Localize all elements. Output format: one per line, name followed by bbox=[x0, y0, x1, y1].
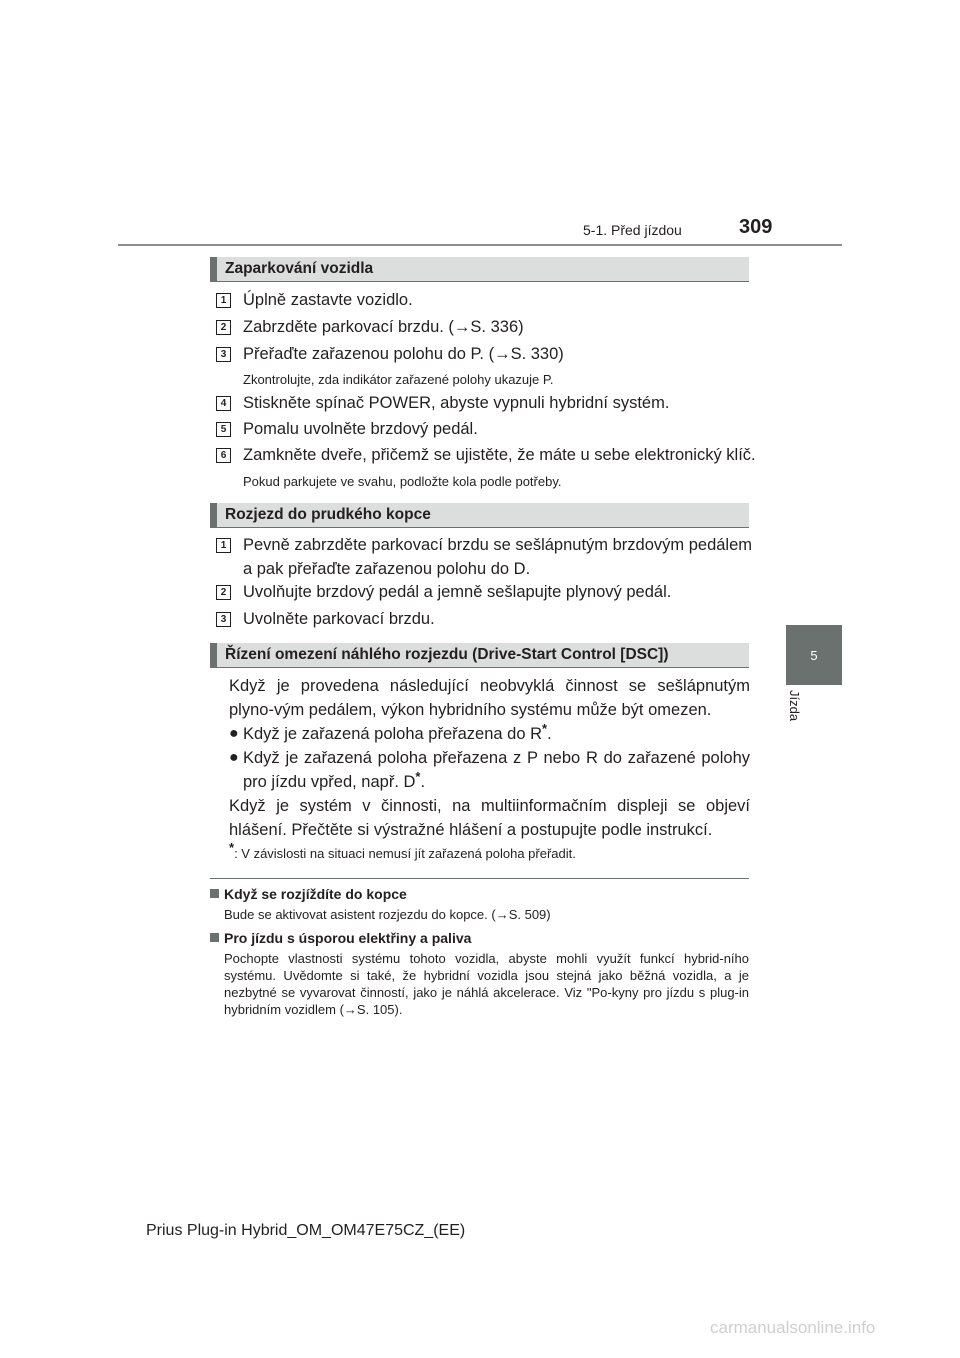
step-text: Pomalu uvolněte brzdový pedál. bbox=[243, 420, 478, 438]
header-rule bbox=[118, 244, 842, 246]
step-text: Uvolňujte brzdový pedál a jemně sešlapujte plynový pedál. bbox=[243, 583, 672, 601]
dsc-after-paragraph: Když je systém v činnosti, na multiinformačním displeji se objeví hlášení. Přečtěte si výstražné hlášení a postupujte podle instrukcí. bbox=[229, 797, 750, 839]
bullet-text: Když je zařazená poloha přeřazena z P nebo R do zařazené polohy pro jízdu vpřed, např. D bbox=[243, 749, 750, 791]
dsc-bullet: ● Když je zařazená poloha přeřazena do R*. bbox=[229, 722, 750, 746]
dsc-bullet: ● Když je zařazená poloha přeřazena z P nebo R do zařazené polohy pro jízdu vpřed, např. D*. bbox=[229, 746, 750, 794]
step-number: 4 bbox=[216, 396, 231, 411]
note-title: Pro jízdu s úsporou elektřiny a paliva bbox=[224, 930, 472, 946]
chapter-label-container bbox=[780, 690, 810, 750]
section-heading-dsc bbox=[210, 643, 749, 668]
section-title: Rozjezd do prudkého kopce bbox=[225, 506, 431, 523]
section-heading-parking bbox=[210, 257, 749, 282]
dsc-intro-paragraph: Když je provedena následující neobvyklá činnost se sešlápnutým plyno-vým pedálem, výkon hybridního systému může být omezen. bbox=[229, 677, 750, 719]
step-text-continued: a pak přeřaďte zařazenou polohu do D. bbox=[243, 560, 531, 578]
bullet-dot-icon: ● bbox=[229, 725, 239, 742]
step-text: Zamkněte dveře, přičemž se ujistěte, že máte u sebe elektronický klíč. bbox=[243, 446, 756, 464]
running-header-section: 5-1. Před jízdou bbox=[583, 222, 682, 238]
step-note: Zkontrolujte, zda indikátor zařazené polohy ukazuje P. bbox=[243, 372, 554, 387]
footnote-text: : V závislosti na situaci nemusí jít zařazená poloha přeřadit. bbox=[234, 846, 576, 861]
step-number: 1 bbox=[216, 538, 231, 553]
notes-divider bbox=[210, 878, 749, 879]
asterisk: * bbox=[415, 769, 421, 784]
dsc-footnote bbox=[229, 840, 576, 861]
chapter-label: Jízda bbox=[787, 690, 802, 722]
note-title: Když se rozjíždíte do kopce bbox=[224, 886, 407, 902]
square-bullet-icon bbox=[210, 933, 219, 942]
step-number: 2 bbox=[216, 585, 231, 600]
note-text: Bude se aktivovat asistent rozjezdu do kopce. (→S. 509) bbox=[224, 907, 551, 922]
step-number: 5 bbox=[216, 422, 231, 437]
bullet-text: Když je zařazená poloha přeřazena do R bbox=[243, 725, 543, 743]
section-title: Zaparkování vozidla bbox=[225, 260, 374, 277]
document-footer: Prius Plug-in Hybrid_OM_OM47E75CZ_(EE) bbox=[146, 1222, 466, 1239]
bullet-dot-icon: ● bbox=[229, 749, 239, 766]
step-note: Pokud parkujete ve svahu, podložte kola podle potřeby. bbox=[243, 474, 562, 489]
step-number: 6 bbox=[216, 448, 231, 463]
step-text: Přeřaďte zařazenou polohu do P. (→S. 330) bbox=[243, 345, 564, 363]
step-text: Úplně zastavte vozidlo. bbox=[243, 291, 413, 309]
chapter-number: 5 bbox=[810, 647, 818, 663]
step-text: Stiskněte spínač POWER, abyste vypnuli hybridní systém. bbox=[243, 394, 670, 412]
note-text: Pochopte vlastnosti systému tohoto vozidla, abyste mohli využít funkcí hybrid-ního systému. Uvědomte si také, že hybridní vozidla jsou stejná jako běžná vozidla, a je nezbytné se vyvarovat činností, jako je náhlá akcelerace. Viz "Po-kyny pro jízdu s plug-in hybridním vozidlem (→S. 105). bbox=[224, 951, 749, 1017]
step-text: Zabrzděte parkovací brzdu. (→S. 336) bbox=[243, 318, 524, 336]
step-number: 3 bbox=[216, 347, 231, 362]
step-text: Uvolněte parkovací brzdu. bbox=[243, 610, 435, 628]
asterisk: * bbox=[542, 721, 548, 736]
note-heading bbox=[210, 930, 471, 946]
step-number: 1 bbox=[216, 293, 231, 308]
section-title: Řízení omezení náhlého rozjezdu (Drive-Start Control [DSC]) bbox=[225, 646, 669, 663]
chapter-tab bbox=[786, 625, 842, 685]
square-bullet-icon bbox=[210, 889, 219, 898]
section-heading-hill-start bbox=[210, 503, 749, 528]
watermark: carmanualsonline.info bbox=[710, 1318, 876, 1337]
asterisk: * bbox=[229, 840, 235, 855]
step-text: Pevně zabrzděte parkovací brzdu se sešlápnutým brzdovým pedálem bbox=[243, 536, 753, 554]
step-number: 2 bbox=[216, 320, 231, 335]
step-number: 3 bbox=[216, 612, 231, 627]
page-number: 309 bbox=[739, 216, 773, 238]
note-heading bbox=[210, 886, 407, 902]
